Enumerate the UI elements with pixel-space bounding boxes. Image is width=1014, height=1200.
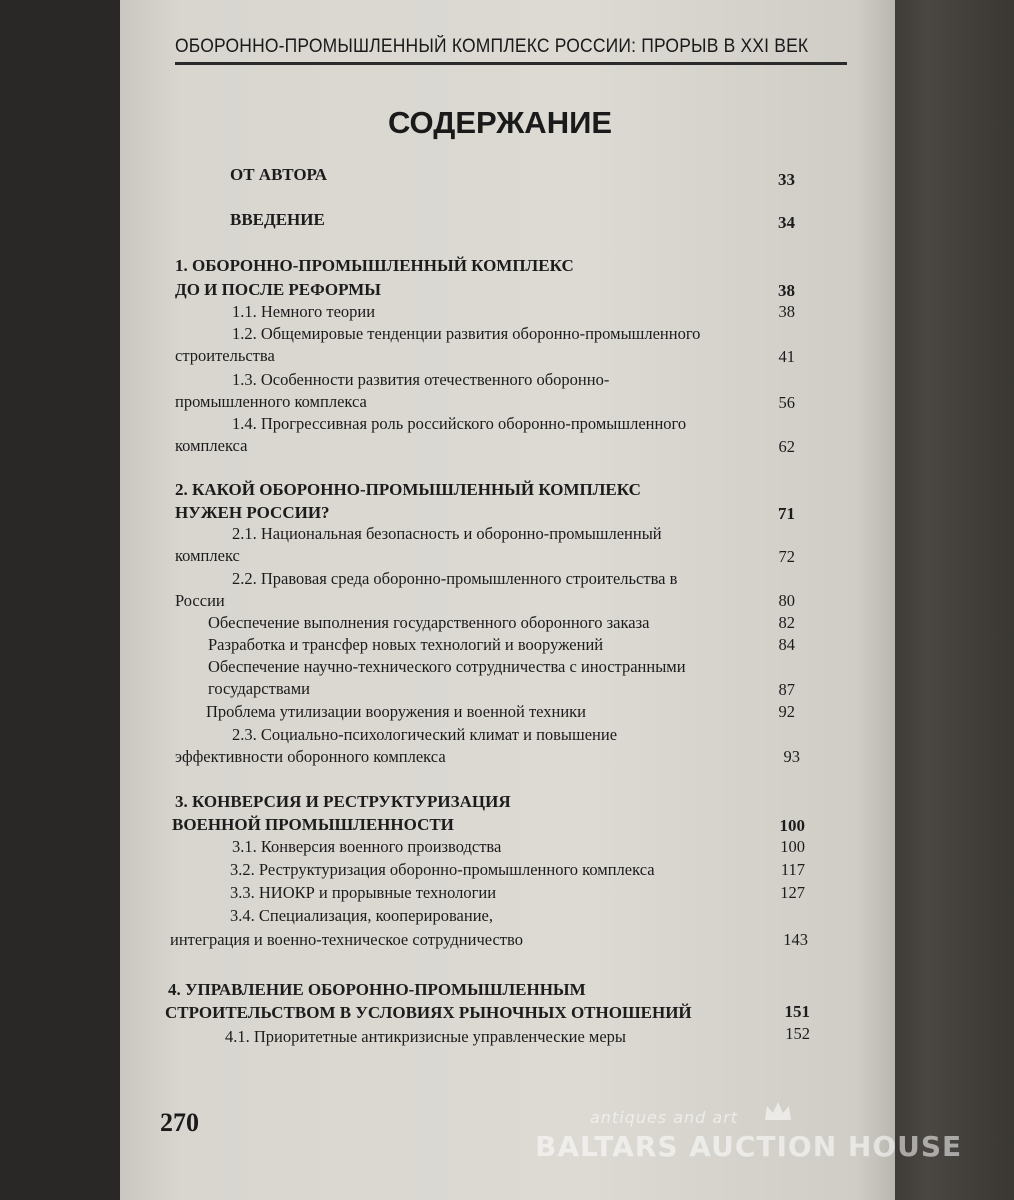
toc-entry-cont: промышленного комплекса <box>175 392 367 411</box>
toc-entry-cont: России <box>175 591 225 610</box>
head-rule <box>175 62 847 65</box>
book-edge <box>890 0 1014 1200</box>
toc-entry: 1.3. Особенности развития отечественного оборонно- <box>232 370 610 389</box>
toc-page: 100 <box>779 816 805 835</box>
toc-page: 38 <box>778 281 795 300</box>
toc-entry: Обеспечение научно-технического сотрудничества с иностранными <box>208 657 686 676</box>
toc-page: 92 <box>778 702 795 721</box>
toc-chapter-1-cont: ДО И ПОСЛЕ РЕФОРМЫ <box>175 280 381 299</box>
toc-page: 80 <box>778 591 795 610</box>
toc-page: 151 <box>784 1002 810 1021</box>
toc-entry: Проблема утилизации вооружения и военной техники <box>206 702 587 721</box>
toc-page: 34 <box>778 213 795 232</box>
toc-entry: 2.2. Правовая среда оборонно-промышленного строительства в <box>232 569 678 588</box>
toc-entry: 1.4. Прогрессивная роль российского оборонно-промышленного <box>232 414 687 433</box>
toc-entry-cont: комплекса <box>175 436 248 455</box>
toc-entry: 3.4. Специализация, кооперирование, <box>230 906 493 925</box>
toc-page: 41 <box>778 347 795 366</box>
toc-page: 100 <box>780 837 805 856</box>
toc-page: 117 <box>780 860 805 879</box>
crown-icon <box>763 1100 793 1124</box>
toc-page: 71 <box>778 504 795 523</box>
toc-page: 33 <box>778 170 795 189</box>
toc-page: 72 <box>778 547 795 566</box>
toc-entry: 1.2. Общемировые тенденции развития оборонно-промышленного <box>232 324 701 343</box>
toc-page: 62 <box>778 437 795 456</box>
toc-entry-cont: эффективности оборонного комплекса <box>175 747 446 766</box>
toc-entry-cont: государствами <box>208 679 311 698</box>
toc-chapter-3: 3. КОНВЕРСИЯ И РЕСТРУКТУРИЗАЦИЯ <box>175 792 511 811</box>
toc-entry: Обеспечение выполнения государственного оборонного заказа <box>208 613 650 632</box>
book-page <box>120 0 895 1200</box>
running-head: ОБОРОННО-ПРОМЫШЛЕННЫЙ КОМПЛЕКС РОССИИ: ПРОРЫВ В XXI ВЕК <box>175 36 809 57</box>
toc-page: 143 <box>783 930 808 949</box>
toc-page: 87 <box>778 680 795 699</box>
page-number: 270 <box>160 1108 199 1137</box>
watermark-tagline: antiques and art <box>590 1108 739 1127</box>
toc-page: 82 <box>778 613 795 632</box>
toc-chapter-3-cont: ВОЕННОЙ ПРОМЫШЛЕННОСТИ <box>172 815 454 834</box>
toc-page: 38 <box>778 302 795 321</box>
toc-entry: 4.1. Приоритетные антикризисные управленческие меры <box>225 1027 627 1046</box>
toc-chapter-4-cont: СТРОИТЕЛЬСТВОМ В УСЛОВИЯХ РЫНОЧНЫХ ОТНОШЕНИЙ <box>165 1003 692 1022</box>
toc-title: СОДЕРЖАНИЕ <box>387 105 613 140</box>
toc-page: 56 <box>778 393 795 412</box>
watermark-name: BALTARS AUCTION HOUSE <box>535 1130 963 1163</box>
toc-entry: 2.1. Национальная безопасность и оборонно-промышленный <box>232 524 662 543</box>
toc-entry: 1.1. Немного теории <box>232 302 376 321</box>
toc-entry: 3.2. Реструктуризация оборонно-промышленного комплекса <box>230 860 655 879</box>
toc-entry: 3.1. Конверсия военного производства <box>232 837 502 856</box>
toc-chapter-1: 1. ОБОРОННО-ПРОМЫШЛЕННЫЙ КОМПЛЕКС <box>175 256 574 275</box>
toc-entry-cont: строительства <box>175 346 275 365</box>
toc-page: 84 <box>778 635 795 654</box>
toc-entry-cont: интеграция и военно-техническое сотрудничество <box>170 930 523 949</box>
toc-entry-from-author: ОТ АВТОРА <box>230 165 328 184</box>
toc-entry-introduction: ВВЕДЕНИЕ <box>230 210 325 229</box>
toc-entry: 3.3. НИОКР и прорывные технологии <box>230 883 497 902</box>
toc-page: 127 <box>780 883 805 902</box>
toc-entry: 2.3. Социально-психологический климат и повышение <box>232 725 618 744</box>
toc-entry-cont: комплекс <box>175 546 240 565</box>
toc-chapter-2-cont: НУЖЕН РОССИИ? <box>175 503 330 522</box>
toc-entry: Разработка и трансфер новых технологий и вооружений <box>208 635 604 654</box>
toc-chapter-2: 2. КАКОЙ ОБОРОННО-ПРОМЫШЛЕННЫЙ КОМПЛЕКС <box>175 480 641 499</box>
toc-chapter-4: 4. УПРАВЛЕНИЕ ОБОРОННО-ПРОМЫШЛЕННЫМ <box>168 980 586 999</box>
toc-page: 152 <box>785 1024 810 1043</box>
toc-page: 93 <box>783 747 800 766</box>
